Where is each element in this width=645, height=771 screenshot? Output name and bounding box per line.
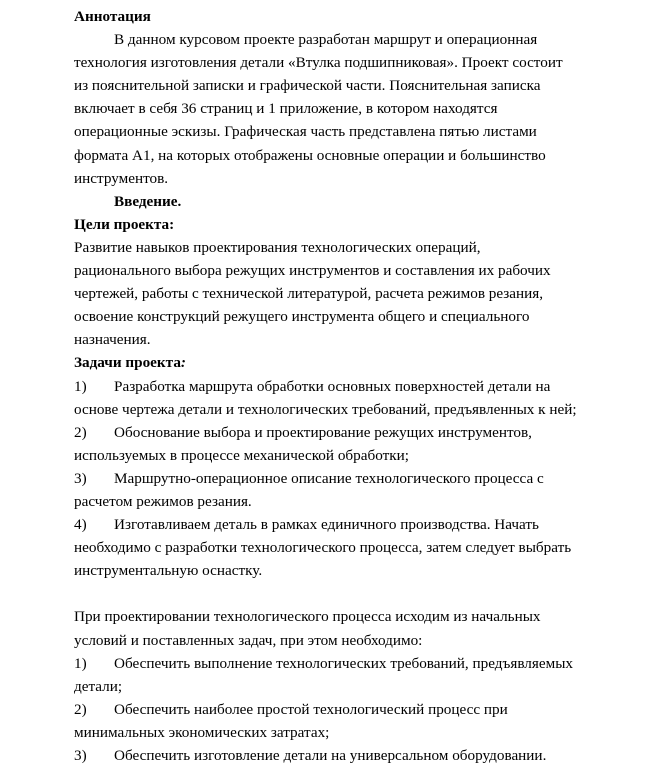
annotation-line: из пояснительной записки и графической части. Пояснительная записка	[74, 77, 541, 95]
document-page	[74, 5, 614, 767]
task-number: 3)	[74, 469, 87, 487]
task-text: Разработка маршрута обработки основных поверхностей детали на	[114, 377, 551, 395]
annotation-line: инструментов.	[74, 169, 169, 187]
task-text: Изготавливаем деталь в рамках единичного производства. Начать	[114, 516, 539, 534]
goals-line: освоение конструкций режущего инструмента общего и специального	[74, 308, 530, 326]
goals-line: Развитие навыков проектирования технологических операций,	[74, 238, 481, 256]
condition-text: Обеспечить изготовление детали на универсальном оборудовании.	[114, 747, 547, 764]
condition-text: Обеспечить наиболее простой технологический процесс при	[114, 700, 508, 718]
task-continuation: расчетом режимов резания.	[74, 492, 252, 510]
goals-line: чертежей, работы с технической литературой, расчета режимов резания,	[74, 285, 544, 303]
condition-item	[74, 698, 614, 721]
condition-item	[74, 744, 614, 767]
task-text: Обоснование выбора и проектирование режущих инструментов,	[114, 423, 532, 441]
task-continuation: инструментальную оснастку.	[74, 562, 263, 580]
task-continuation: основе чертежа детали и технологических требований, предъявленных к ней;	[74, 400, 577, 418]
conditions-intro-line: При проектировании технологического процесса исходим из начальных	[74, 608, 541, 626]
condition-number: 2)	[74, 700, 87, 718]
task-continuation: необходимо с разработки технологического процесса, затем следует выбрать	[74, 539, 572, 557]
task-number: 4)	[74, 516, 87, 534]
annotation-line: включает в себя 36 страниц и 1 приложение, в котором находятся	[74, 100, 498, 118]
condition-number: 3)	[74, 747, 87, 764]
goals-line: назначения.	[74, 331, 151, 349]
task-item	[74, 421, 614, 444]
task-number: 1)	[74, 377, 87, 395]
annotation-line: технология изготовления детали «Втулка подшипниковая». Проект состоит	[74, 54, 563, 72]
tasks-heading-text: Задачи проекта	[74, 354, 181, 372]
goals-line: рационального выбора режущих инструментов и составления их рабочих	[74, 262, 551, 280]
tasks-heading-colon: :	[180, 354, 186, 372]
annotation-line: В данном курсовом проекте разработан маршрут и операционная	[114, 31, 538, 49]
conditions-intro-line: условий и поставленных задач, при этом необходимо:	[74, 631, 423, 649]
condition-continuation: минимальных экономических затратах;	[74, 723, 330, 741]
annotation-line: операционные эскизы. Графическая часть представлена пятью листами	[74, 123, 537, 141]
condition-text: Обеспечить выполнение технологических требований, предъявляемых	[114, 654, 574, 672]
annotation-heading: Аннотация	[74, 8, 151, 25]
task-item	[74, 467, 614, 490]
task-text: Маршрутно-операционное описание технологического процесса с	[114, 469, 544, 487]
task-number: 2)	[74, 423, 87, 441]
intro-heading: Введение.	[114, 192, 182, 210]
task-item	[74, 513, 614, 536]
task-continuation: используемых в процессе механической обработки;	[74, 446, 409, 464]
condition-continuation: детали;	[74, 677, 123, 695]
blank-line	[74, 582, 614, 605]
tasks-heading	[74, 351, 614, 374]
condition-item	[74, 652, 614, 675]
task-item	[74, 375, 614, 398]
condition-number: 1)	[74, 654, 87, 672]
goals-heading: Цели проекта:	[74, 215, 175, 233]
annotation-line: формата А1, на которых отображены основные операции и большинство	[74, 146, 546, 164]
